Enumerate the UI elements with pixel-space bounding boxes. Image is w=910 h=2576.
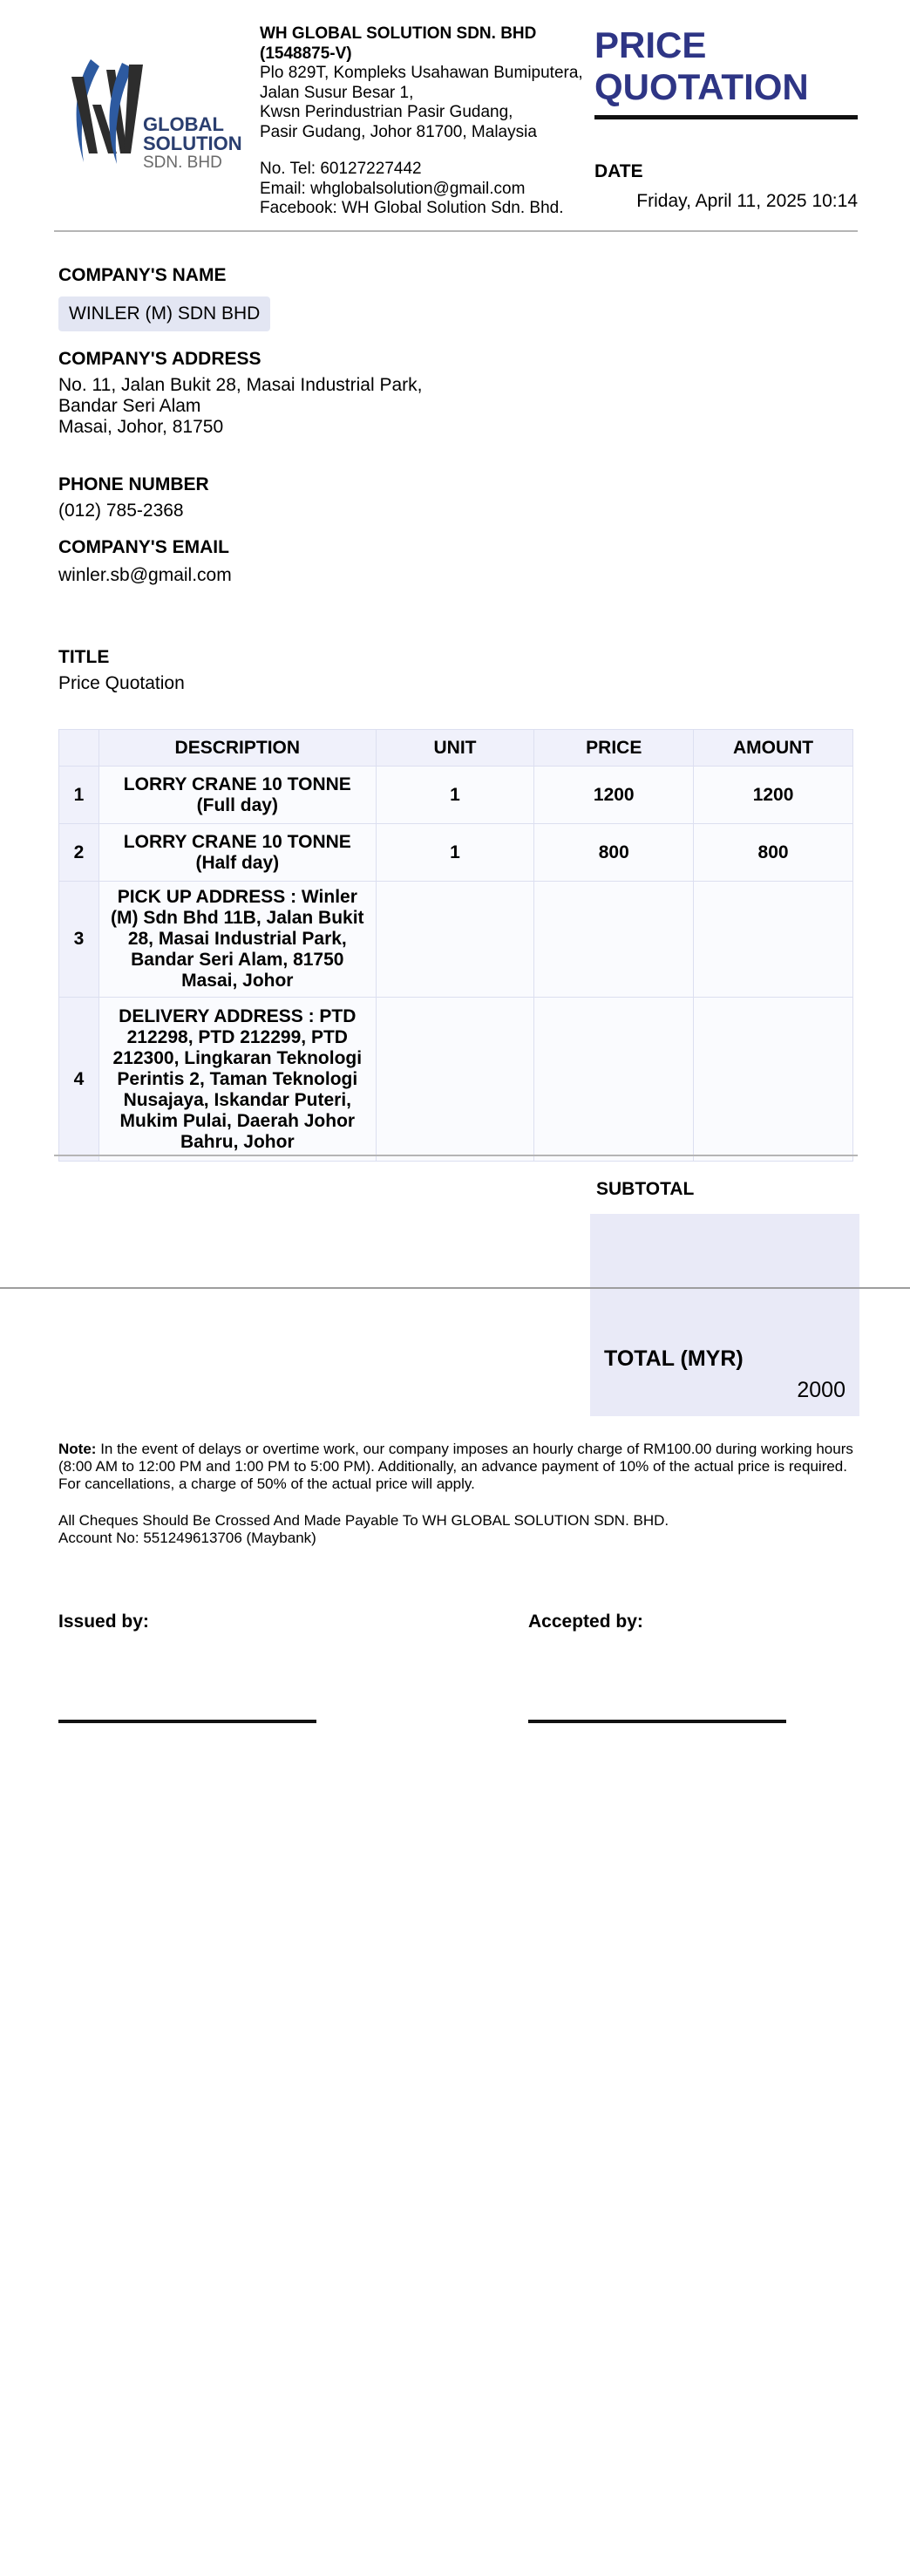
- issued-by-signature-line: [58, 1720, 316, 1723]
- issued-by-label: Issued by:: [58, 1612, 149, 1632]
- logo-line-2: SOLUTION: [143, 133, 242, 154]
- quotation-header: [54, 24, 858, 230]
- email-label: COMPANY'S EMAIL: [58, 537, 229, 557]
- company-logo: [66, 51, 246, 173]
- issuer-address-line: Kwsn Perindustrian Pasir Gudang,: [260, 103, 513, 121]
- customer-name-value: WINLER (M) SDN BHD: [58, 296, 270, 331]
- accepted-by-label: Accepted by:: [528, 1612, 643, 1632]
- row-description: PICK UP ADDRESS : Winler (M) Sdn Bhd 11B, Jalan Bukit 28, Masai Industrial Park, Bandar Seri Alam, 81750 Masai, Johor: [98, 882, 376, 998]
- total-value: 2000: [797, 1378, 845, 1402]
- row-price: [534, 998, 694, 1162]
- date-value: Friday, April 11, 2025 10:14: [636, 191, 858, 211]
- title-section: [58, 647, 185, 694]
- row-unit: [376, 998, 534, 1162]
- customer-name-label: COMPANY'S NAME: [58, 265, 227, 285]
- items-table: [58, 729, 853, 1162]
- customer-address-section: [58, 349, 422, 438]
- row-unit: [376, 882, 534, 998]
- row-description: LORRY CRANE 10 TONNE (Half day): [98, 824, 376, 882]
- row-number: 4: [59, 998, 99, 1162]
- table-divider: [54, 1155, 858, 1156]
- page-break-divider: [0, 1287, 910, 1289]
- table-row: [59, 998, 853, 1162]
- table-row: [59, 882, 853, 998]
- row-amount: 1200: [694, 767, 853, 824]
- column-header-unit: UNIT: [376, 730, 534, 767]
- issuer-address-line: Plo 829T, Kompleks Usahawan Bumiputera,: [260, 64, 583, 82]
- row-unit: 1: [376, 824, 534, 882]
- title-label: TITLE: [58, 647, 110, 667]
- column-header-amount: AMOUNT: [694, 730, 853, 767]
- totals-box: [590, 1214, 859, 1416]
- issuer-address-line: Pasir Gudang, Johor 81700, Malaysia: [260, 122, 537, 141]
- row-number: 1: [59, 767, 99, 824]
- customer-address-line: Masai, Johor, 81750: [58, 417, 224, 437]
- document-title: PRICE QUOTATION: [594, 24, 809, 107]
- column-header-description: DESCRIPTION: [98, 730, 376, 767]
- customer-address-label: COMPANY'S ADDRESS: [58, 349, 261, 369]
- wh-monogram-icon: [66, 51, 153, 173]
- row-price: 800: [534, 824, 694, 882]
- note-label: Note:: [58, 1441, 97, 1457]
- row-amount: [694, 882, 853, 998]
- table-row: [59, 767, 853, 824]
- issuer-email: Email: whglobalsolution@gmail.com: [260, 179, 526, 198]
- total-label: TOTAL (MYR): [604, 1346, 744, 1371]
- customer-address-line: Bandar Seri Alam: [58, 396, 201, 416]
- issuer-tel: No. Tel: 60127227442: [260, 160, 422, 178]
- row-price: 1200: [534, 767, 694, 824]
- cheque-instruction: All Cheques Should Be Crossed And Made Payable To WH GLOBAL SOLUTION SDN. BHD.: [58, 1512, 669, 1529]
- header-divider: [54, 230, 858, 232]
- row-number: 2: [59, 824, 99, 882]
- customer-address-line: No. 11, Jalan Bukit 28, Masai Industrial Park,: [58, 375, 423, 395]
- note-text: In the event of delays or overtime work, our company imposes an hourly charge of RM100.00 during working hours (8:00 AM to 12:00 PM and 1:00 PM to 5:00 PM). Additionally, an advance payment of 10% of the actual price is required. For cancellations, a charge of 50% of the actual price will apply.: [58, 1441, 853, 1492]
- logo-line-1: GLOBAL: [143, 113, 224, 135]
- customer-phone-section: [58, 474, 209, 521]
- phone-label: PHONE NUMBER: [58, 474, 209, 494]
- account-number: Account No: 551249613706 (Maybank): [58, 1530, 316, 1546]
- logo-wordmark: [143, 115, 242, 173]
- column-header-number: [59, 730, 99, 767]
- row-unit: 1: [376, 767, 534, 824]
- column-header-price: PRICE: [534, 730, 694, 767]
- date-label: DATE: [594, 161, 643, 181]
- customer-name-section: [58, 265, 270, 331]
- row-price: [534, 882, 694, 998]
- title-block: [594, 24, 858, 212]
- row-number: 3: [59, 882, 99, 998]
- issuer-address-line: Jalan Susur Besar 1,: [260, 83, 414, 102]
- logo-line-3: SDN. BHD: [143, 153, 222, 172]
- payment-info: [58, 1512, 853, 1547]
- row-description: LORRY CRANE 10 TONNE (Full day): [98, 767, 376, 824]
- title-underline: [594, 115, 858, 119]
- row-amount: [694, 998, 853, 1162]
- email-value: winler.sb@gmail.com: [58, 565, 232, 585]
- title-value: Price Quotation: [58, 673, 185, 693]
- issuer-name: WH GLOBAL SOLUTION SDN. BHD (1548875-V): [260, 24, 537, 63]
- issuer-facebook: Facebook: WH Global Solution Sdn. Bhd.: [260, 199, 564, 217]
- row-amount: 800: [694, 824, 853, 882]
- row-description: DELIVERY ADDRESS : PTD 212298, PTD 212299, PTD 212300, Lingkaran Teknologi Perintis 2, Taman Teknologi Nusajaya, Iskandar Puteri, Mukim Pulai, Daerah Johor Bahru, Johor: [98, 998, 376, 1162]
- subtotal-label: SUBTOTAL: [596, 1179, 695, 1199]
- accepted-by-signature-line: [528, 1720, 786, 1723]
- table-header-row: [59, 730, 853, 767]
- customer-email-section: [58, 537, 232, 586]
- phone-value: (012) 785-2368: [58, 501, 184, 521]
- issuer-details: [260, 24, 608, 219]
- terms-note: [58, 1441, 853, 1493]
- table-row: [59, 824, 853, 882]
